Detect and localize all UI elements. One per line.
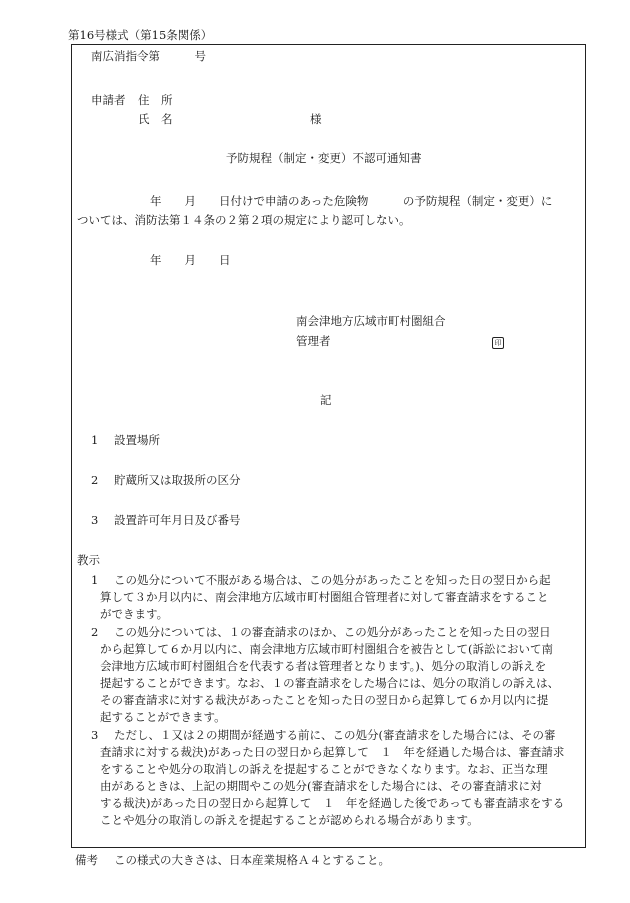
address-label: 住 所 xyxy=(138,93,173,107)
notice-3-text xyxy=(100,727,580,829)
notice-2-text xyxy=(100,624,580,726)
notice-1-line: この処分について不服がある場合は、この処分があったことを知った日の翌日から起 xyxy=(114,573,551,587)
notice-3-line: する裁決)があった日の翌日から起算して １ 年を経過した後であっても審査請求をする xyxy=(100,796,565,810)
notice-2-num: 2 xyxy=(91,625,99,639)
notice-1-line: ができます。 xyxy=(100,607,169,621)
notice-2-line: その審査請求に対する裁決があったことを知った日の翌日から起算して６か月以内に提 xyxy=(100,693,549,707)
doc-number: 南広消指令第 号 xyxy=(91,49,206,63)
form-id: 第16号様式（第15条関係） xyxy=(68,28,213,42)
notice-1-text xyxy=(100,572,580,623)
date-line: 年 月 日 xyxy=(150,253,231,267)
seal-mark: 印 xyxy=(492,336,504,349)
body-line-2: ついては、消防法第１４条の２第２項の規定により認可しない。 xyxy=(77,213,411,227)
notice-1-num: 1 xyxy=(91,573,99,587)
item-2-text: 貯蔵所又は取扱所の区分 xyxy=(114,473,241,487)
document-title: 予防規程（制定・変更）不認可通知書 xyxy=(226,151,422,165)
notice-3-line: ことや処分の取消しの訴えを提起することが認められる場合があります。 xyxy=(100,813,479,827)
notice-2-line: 会津地方広域市町村圏組合を代表する者は管理者となります。)、処分の取消しの訴えを xyxy=(100,659,547,673)
notice-2-line: 起することができます。 xyxy=(100,710,226,724)
honorific: 様 xyxy=(310,112,322,126)
notice-2-line: から起算して６か月以内に、南会津地方広域市町村圏組合を被告として(訴訟において南 xyxy=(100,642,553,656)
notice-3-num: 3 xyxy=(91,728,99,742)
item-1-num: 1 xyxy=(91,433,99,447)
body-line-1: 年 月 日付けで申請のあった危険物 の予防規程（制定・変更）に xyxy=(150,194,553,208)
notice-3-line: 由があるときは、上記の期間やこの処分(審査請求をした場合には、その審査請求に対 xyxy=(100,779,542,793)
notice-3-line: をすることや処分の取消しの訴えを提起することができなくなります。なお、正当な理 xyxy=(100,762,548,776)
item-3-num: 3 xyxy=(91,513,99,527)
issuer-org: 南会津地方広域市町村圏組合 xyxy=(296,314,446,328)
notice-3-line: ただし、１又は２の期間が経過する前に、この処分(審査請求をした場合には、その審 xyxy=(114,728,556,742)
item-1-text: 設置場所 xyxy=(114,433,160,447)
item-2-num: 2 xyxy=(91,473,99,487)
notice-3-line: 査請求に対する裁決)があった日の翌日から起算して １ 年を経過した場合は、審査請求 xyxy=(100,745,565,759)
issuer-title: 管理者 xyxy=(296,334,331,348)
ki-heading: 記 xyxy=(320,393,332,407)
applicant-label: 申請者 xyxy=(91,93,126,107)
item-3-text: 設置許可年月日及び番号 xyxy=(114,513,241,527)
notice-heading: 教示 xyxy=(77,553,100,567)
remarks-label: 備考 xyxy=(75,853,98,867)
name-label: 氏 名 xyxy=(138,112,173,126)
notice-2-line: この処分については、１の審査請求のほか、この処分があったことを知った日の翌日 xyxy=(114,625,551,639)
notice-1-line: 算して３か月以内に、南会津地方広域市町村圏組合管理者に対して審査請求をすること xyxy=(100,590,549,604)
notice-2-line: 提起することができます。なお、１の審査請求をした場合には、処分の取消しの訴えは、 xyxy=(100,676,560,690)
remarks-text: この様式の大きさは、日本産業規格Ａ４とすること。 xyxy=(114,853,390,867)
